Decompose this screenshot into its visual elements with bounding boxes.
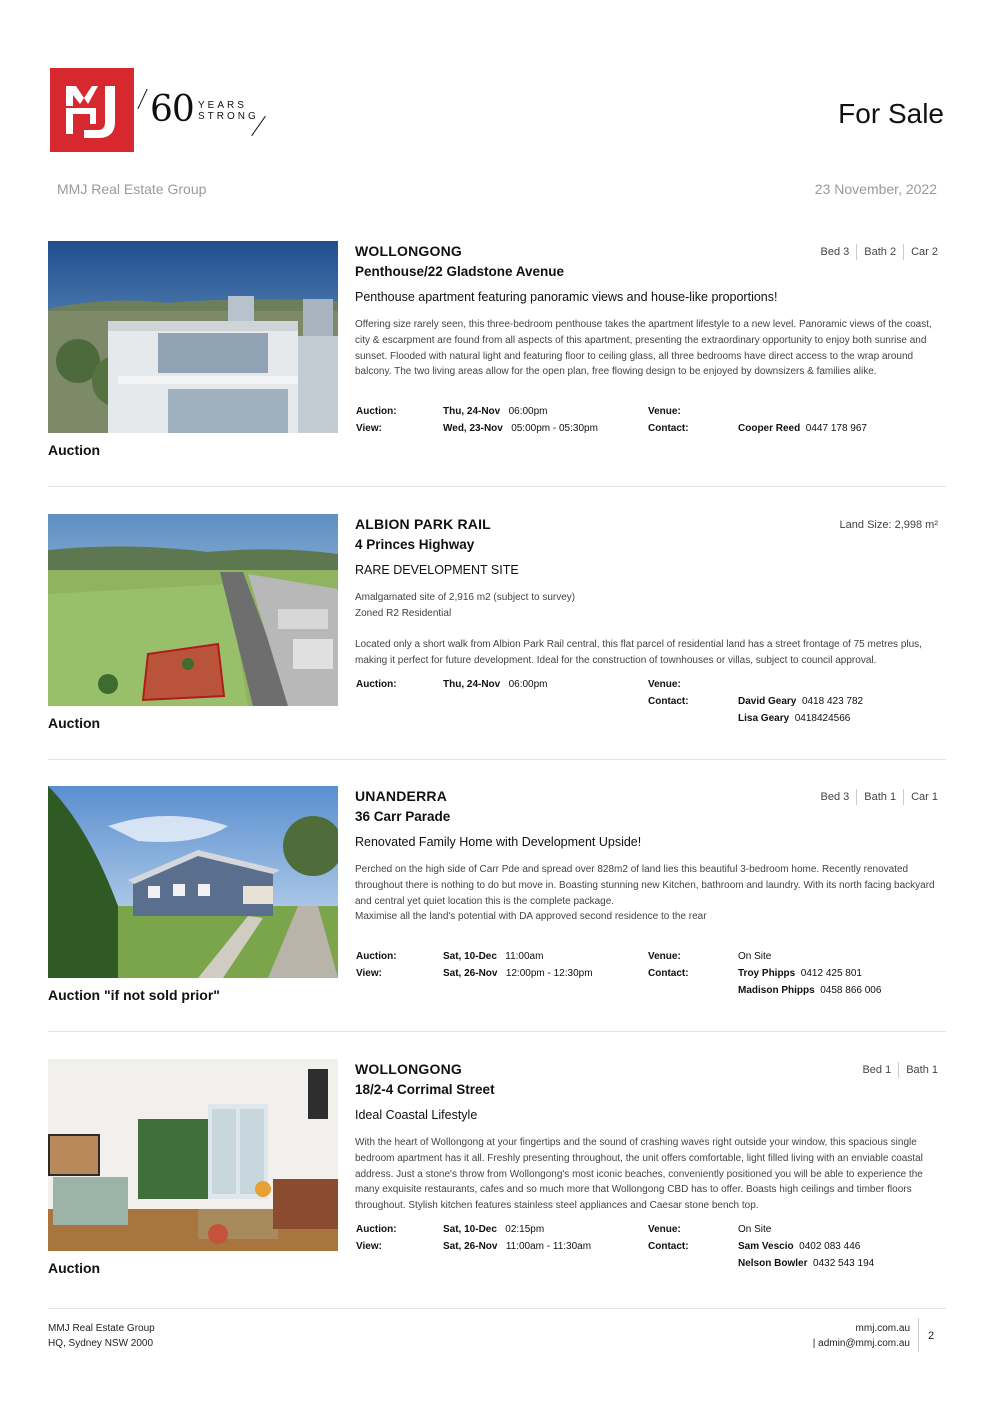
view-label: View: <box>356 968 382 979</box>
listing-headline: RARE DEVELOPMENT SITE <box>355 563 519 577</box>
sale-method: Auction <box>48 442 101 458</box>
contact-agent[interactable]: Lisa Geary 0418424566 <box>738 713 851 724</box>
listing-card[interactable] <box>48 514 946 739</box>
listing-description: With the heart of Wollongong at your fingertips and the sound of crashing waves right outside your window, this spacious single bedroom apartment has it all. Freshly presenting throughout, the unit offers comfortable, light filled living with an enviable coastal address. Just a stone's throw from Wollongong's most iconic beaches, conveniently positioned you will be able to experience the many exquisite restaurants, cafes and so much more that Wollongong CBD has to offer. Boasts high ceilings and timber floors throughout. Stylish kitchen features stainless steel appliances and Caesar stone bench top. <box>355 1137 923 1212</box>
feature-bed: Bed 1 <box>862 1064 892 1076</box>
contact-agent[interactable]: Madison Phipps 0458 866 006 <box>738 985 882 996</box>
auction-datetime: Thu, 24-Nov 06:00pm <box>443 679 548 690</box>
auction-datetime: Thu, 24-Nov 06:00pm <box>443 406 548 417</box>
sale-method: Auction <box>48 715 101 731</box>
venue-label: Venue: <box>648 406 681 417</box>
venue-label: Venue: <box>648 951 681 962</box>
venue-label: Venue: <box>648 1224 681 1235</box>
listing-details <box>355 406 938 440</box>
auction-datetime: Sat, 10-Dec 11:00am <box>443 951 544 962</box>
family-home-photo-image <box>48 786 338 978</box>
listing-features <box>855 1062 938 1078</box>
report-date: 23 November, 2022 <box>814 181 937 197</box>
listing-divider <box>48 1031 946 1032</box>
penthouse-photo-image <box>48 241 338 433</box>
listing-features <box>833 517 938 533</box>
tagline-number: 60 <box>150 89 194 130</box>
auction-datetime: Sat, 10-Dec 02:15pm <box>443 1224 545 1235</box>
contact-agent[interactable]: Troy Phipps 0412 425 801 <box>738 968 862 979</box>
listing-details <box>355 1224 938 1275</box>
tagline-years: YEARS <box>198 100 247 111</box>
description-paragraph: Located only a short walk from Albion Park Rail central, this flat parcel of residential land has a street frontage of 75 metres plus, making it perfect for future development. Ideal for the construction of townhouses or villas, subject to council approval. <box>355 639 922 667</box>
agency-name: MMJ Real Estate Group <box>57 181 207 197</box>
footer-company <box>48 1321 155 1351</box>
development-site-photo-image <box>48 514 338 706</box>
venue-value: On Site <box>738 1224 772 1235</box>
footer-separator <box>918 1318 919 1352</box>
contact-agent[interactable]: David Geary 0418 423 782 <box>738 696 864 707</box>
listing-photo[interactable] <box>48 1059 338 1251</box>
listing-photo[interactable] <box>48 786 338 978</box>
view-label: View: <box>356 1241 382 1252</box>
feature-car: Car 1 <box>903 789 938 805</box>
listing-suburb: ALBION PARK RAIL <box>355 516 491 532</box>
venue-value: On Site <box>738 951 772 962</box>
footer-company-name: MMJ Real Estate Group <box>48 1323 155 1334</box>
footer-contact <box>813 1321 910 1351</box>
listing-address[interactable]: Penthouse/22 Gladstone Avenue <box>355 264 565 279</box>
page-number: 2 <box>928 1330 935 1342</box>
listing-photo[interactable] <box>48 241 338 433</box>
listing-description <box>355 590 938 669</box>
mmj-logo <box>50 68 134 152</box>
mmj-logo-icon <box>50 68 134 152</box>
description-line: Zoned R2 Residential <box>355 607 452 619</box>
contact-label: Contact: <box>648 968 689 979</box>
listing-divider <box>48 486 946 487</box>
listing-card[interactable] <box>48 786 946 1011</box>
listing-address[interactable]: 4 Princes Highway <box>355 537 475 552</box>
contact-agent[interactable]: Nelson Bowler 0432 543 194 <box>738 1258 875 1269</box>
tagline-strong: STRONG <box>198 111 259 122</box>
contact-label: Contact: <box>648 423 689 434</box>
feature-bath: Bath 2 <box>856 244 903 260</box>
contact-label: Contact: <box>648 696 689 707</box>
page-title: For Sale <box>838 98 944 129</box>
view-datetime: Sat, 26-Nov 12:00pm - 12:30pm <box>443 968 593 979</box>
view-datetime: Sat, 26-Nov 11:00am - 11:30am <box>443 1241 592 1252</box>
feature-bath: Bath 1 <box>898 1062 938 1078</box>
description-paragraph: Maximise all the land's potential with DA approved second residence to the rear <box>355 911 707 923</box>
contact-label: Contact: <box>648 1241 689 1252</box>
footer-divider <box>48 1308 946 1309</box>
sale-method: Auction "if not sold prior" <box>48 987 220 1003</box>
listing-description <box>355 862 938 925</box>
listing-headline: Renovated Family Home with Development Upside! <box>355 835 642 849</box>
listing-suburb: UNANDERRA <box>355 788 448 804</box>
venue-label: Venue: <box>648 679 681 690</box>
feature-land-size: Land Size: 2,998 m² <box>839 519 938 531</box>
listing-suburb: WOLLONGONG <box>355 1061 462 1077</box>
footer-location: HQ, Sydney NSW 2000 <box>48 1338 154 1349</box>
listing-divider <box>48 759 946 760</box>
listing-address[interactable]: 18/2-4 Corrimal Street <box>355 1082 495 1097</box>
feature-car: Car 2 <box>903 244 938 260</box>
apartment-interior-photo-image <box>48 1059 338 1251</box>
listing-address[interactable]: 36 Carr Parade <box>355 809 451 824</box>
auction-label: Auction: <box>356 406 397 417</box>
sixty-years-strong-tagline <box>142 84 272 140</box>
listing-description: Offering size rarely seen, this three-bedroom penthouse takes the apartment lifestyle to a new level. Panoramic views of the coast, city & escarpment are found from all aspects of this apartment, presenting the extraordinary opportunity to enjoy both sunrise and sunset. Flooded with natural light and featuring floor to ceiling glass, all three bedrooms have direct access to the wrap around balcony. The two living areas allow for the open plan, free flowing design to be enjoyed by downsizers & families alike. <box>355 319 932 378</box>
footer-website-link[interactable]: mmj.com.au <box>855 1323 910 1334</box>
listing-photo[interactable] <box>48 514 338 706</box>
auction-label: Auction: <box>356 679 397 690</box>
listing-headline: Penthouse apartment featuring panoramic views and house-like proportions! <box>355 290 778 304</box>
description-line: Amalgamated site of 2,916 m2 (subject to survey) <box>355 592 576 603</box>
sale-method: Auction <box>48 1260 101 1276</box>
feature-bed: Bed 3 <box>820 791 850 803</box>
footer-email-link[interactable]: | admin@mmj.com.au <box>812 1338 910 1349</box>
listing-card[interactable] <box>48 1059 946 1284</box>
listing-card[interactable] <box>48 241 946 466</box>
listing-suburb: WOLLONGONG <box>355 243 462 259</box>
tagline-words <box>198 100 259 122</box>
feature-bed: Bed 3 <box>820 246 850 258</box>
listing-features <box>814 789 938 805</box>
contact-agent[interactable]: Cooper Reed 0447 178 967 <box>738 423 867 434</box>
listing-details <box>355 951 938 1002</box>
contact-agent[interactable]: Sam Vescio 0402 083 446 <box>738 1241 861 1252</box>
tagline-slash <box>137 89 147 109</box>
auction-label: Auction: <box>356 951 397 962</box>
view-datetime: Wed, 23-Nov 05:00pm - 05:30pm <box>443 423 598 434</box>
listing-features <box>814 244 938 260</box>
auction-label: Auction: <box>356 1224 397 1235</box>
listing-headline: Ideal Coastal Lifestyle <box>355 1108 478 1122</box>
description-paragraph: Perched on the high side of Carr Pde and spread over 828m2 of land lies this beautiful 3-bedroom home. Recently renovated throughout there is nothing to do but move in. Boasting stunning new Kitchen, bathroom and laundry. With its north facing backyard and central yet quiet location this is the complete package. <box>355 864 935 907</box>
listing-details <box>355 679 938 730</box>
view-label: View: <box>356 423 382 434</box>
feature-bath: Bath 1 <box>856 789 903 805</box>
